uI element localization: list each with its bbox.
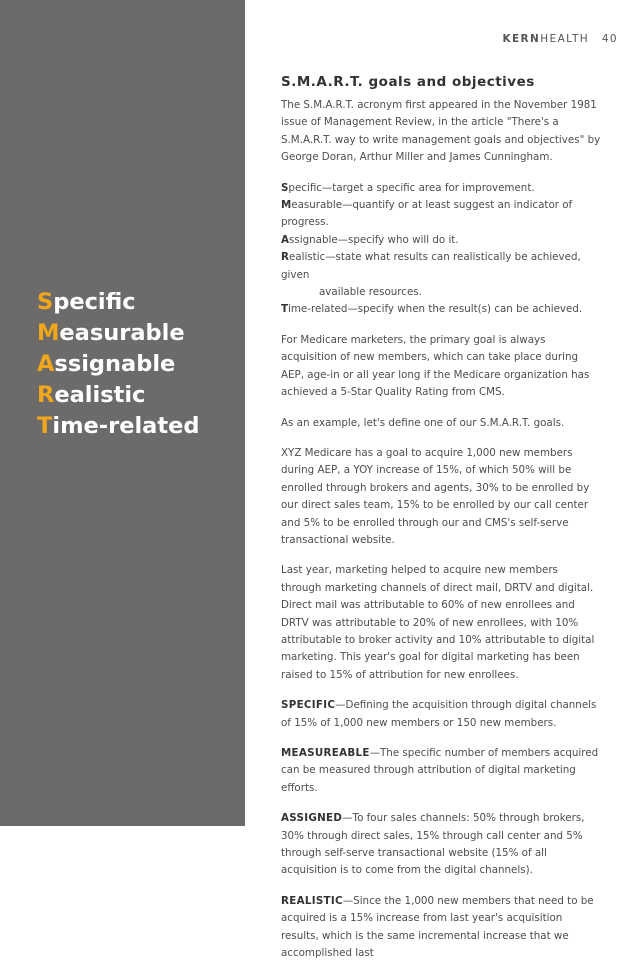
definition-specific (281, 180, 601, 197)
example-paragraph: As an example, let's define one of our S.M.A.R.T. goals. (281, 416, 565, 429)
definition-letter: A (281, 233, 289, 246)
smart-initial: M (37, 320, 60, 346)
section-lead: REALISTIC (281, 894, 343, 907)
definition-text: pecific—target a specific area for improvement. (288, 181, 535, 194)
definition-assignable (281, 232, 601, 249)
section-text: —Defining the acquisition through digital channels of 15% of 1,000 new members or 150 new members. (281, 699, 597, 729)
section-realistic (281, 893, 601, 963)
section-lead: MEASUREABLE (281, 747, 370, 759)
smart-item-measurable (37, 318, 200, 349)
section-lead: ASSIGNED (281, 812, 343, 825)
definition-text: easurable—quantify or at least suggest an indicator of progress. (281, 199, 573, 229)
section-text: —Since the 1,000 new members that need to be acquired is a 15% increase from last year's acquisition results, which is the same incremental increase that we accomplished last (281, 894, 594, 960)
definition-time-related (281, 301, 601, 318)
smart-initial: A (37, 351, 55, 377)
last-year-paragraph: Last year, marketing helped to acquire new members through marketing channels of direct mail, DRTV and digital. Direct mail was attributable to 60% of new enrollees and DRTV was attributable to 20% of new enrollees, with 10% attributable to broker activity and 10% attributable to digital marketing. This year's goal for digital marketing has been raised to 15% of attribution for new enrollees. (281, 564, 595, 681)
definition-letter: T (281, 303, 289, 316)
smart-initial: S (37, 289, 54, 315)
smart-item-realistic (37, 380, 200, 411)
smart-item-assignable (37, 349, 200, 380)
brand-name-bold: KERN (502, 33, 541, 45)
definition-measurable (281, 197, 601, 232)
smart-word: pecific (53, 289, 136, 315)
definition-continuation: available resources. (319, 286, 422, 299)
main-content (281, 72, 601, 975)
smart-acronym-list (37, 287, 200, 442)
xyz-goal-paragraph: XYZ Medicare has a goal to acquire 1,000 new members during AEP, a YOY increase of 15%, of which 50% will be enrolled through brokers and agents, 30% to be enrolled by our direct sales team, 15% to be enrolled by our call center and 5% to be enrolled through our and CMS's self-serve transactional website. (281, 446, 590, 546)
page-title: S.M.A.R.T. goals and objectives (281, 74, 535, 90)
smart-initial: R (37, 382, 55, 408)
section-lead: SPECIFIC (281, 699, 336, 712)
smart-item-specific (37, 287, 200, 318)
definition-letter: R (281, 251, 289, 264)
definition-letter: M (281, 199, 292, 212)
definition-text: ime-related—specify when the result(s) can be achieved. (288, 303, 583, 316)
page-header (502, 33, 618, 45)
section-assigned (281, 810, 601, 880)
smart-word: ealistic (54, 382, 146, 408)
section-text: —The specific number of members acquired can be measured through attribution of digital marketing efforts. (281, 747, 599, 794)
intro-paragraph: The S.M.A.R.T. acronym first appeared in the November 1981 issue of Management Review, in the article "There's a S.M.A.R.T. way to write management goals and objectives" by George Doran, Arthur Miller and James Cunningham. (281, 99, 601, 164)
page-number: 40 (601, 33, 618, 45)
definition-letter: S (281, 181, 289, 194)
smart-word: ssignable (54, 351, 176, 377)
section-text: —To four sales channels: 50% through brokers, 30% through direct sales, 15% through call center and 5% through self-serve transactional website (15% of all acquisition is to come from the digital channels). (281, 812, 585, 877)
smart-word: easurable (59, 320, 185, 346)
smart-definitions (281, 180, 601, 319)
sidebar-panel (0, 0, 245, 826)
section-specific (281, 697, 601, 732)
medicare-paragraph: For Medicare marketers, the primary goal is always acquisition of new members, which can take place during AEP, age-in or all year long if the Medicare organization has achieved a 5-Star Quality Rating from CMS. (281, 333, 590, 399)
definition-text: ssignable—specify who will do it. (288, 233, 459, 246)
brand-name-rest: HEALTH (540, 33, 590, 45)
section-measureable (281, 745, 601, 797)
definition-text: ealistic—state what results can realistically be achieved, given (281, 251, 581, 281)
smart-initial: T (37, 413, 53, 439)
smart-item-time-related (37, 411, 200, 442)
definition-realistic (281, 249, 601, 301)
smart-word: ime-related (52, 413, 200, 439)
